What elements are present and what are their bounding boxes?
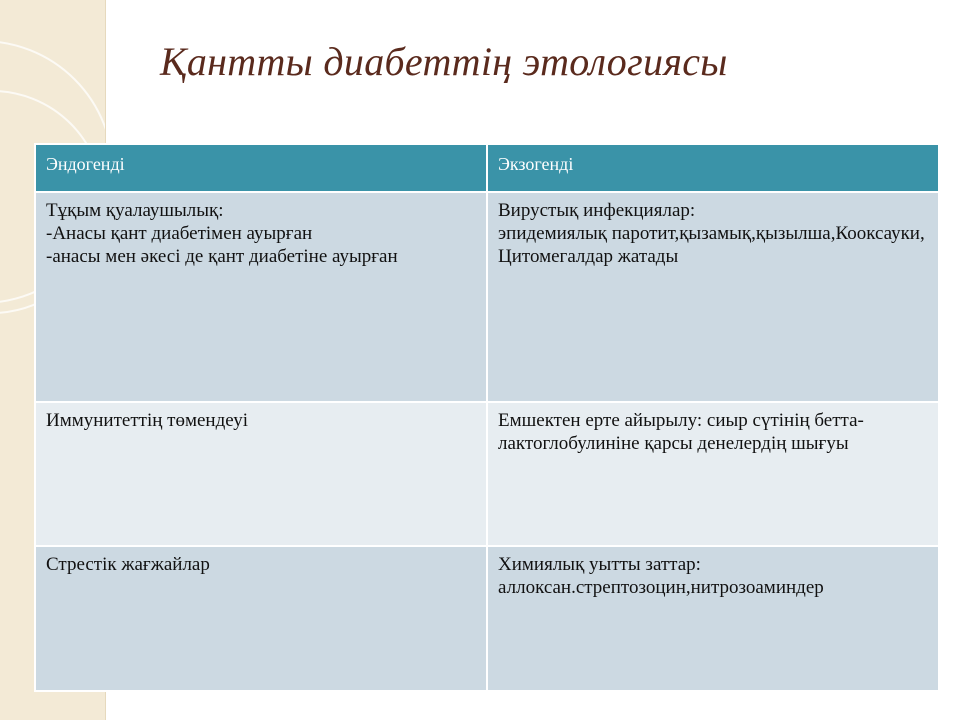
table-cell [35,402,487,546]
cell-text: Иммунитеттің төмендеуі [46,410,248,431]
cell-text: Вирустық инфекциялар: [498,200,696,221]
cell-text: -анасы мен әкесі де қант диабетіне ауырған [46,246,398,267]
table-cell [487,402,939,546]
cell-text: Химиялық уытты заттар: аллоксан.стрептозоцин,нитрозоаминдер [498,554,824,598]
cell-text: Стрестік жағжайлар [46,554,210,575]
table-cell [35,546,487,691]
table-cell [35,192,487,402]
cell-text: -Анасы қант диабетімен ауырған [46,223,313,244]
table-header-row [35,144,939,192]
table-row [35,192,939,402]
table-row [35,402,939,546]
etiology-table [34,143,940,692]
table-cell [487,192,939,402]
cell-text: Емшектен ерте айырылу: сиыр сүтінің бетта-лактоглобулиніне қарсы денелердің шығуы [498,410,864,454]
table-row [35,546,939,691]
header-endogenous: Эндогенді [35,144,487,192]
table-cell [487,546,939,691]
header-exogenous: Экзогенді [487,144,939,192]
cell-text: эпидемиялық паротит,қызамық,қызылша,Кооксауки, Цитомегалдар жатады [498,223,925,267]
cell-text: Тұқым қуалаушылық: [46,200,224,221]
slide-title: Қантты диабеттің этологиясы [160,39,728,84]
